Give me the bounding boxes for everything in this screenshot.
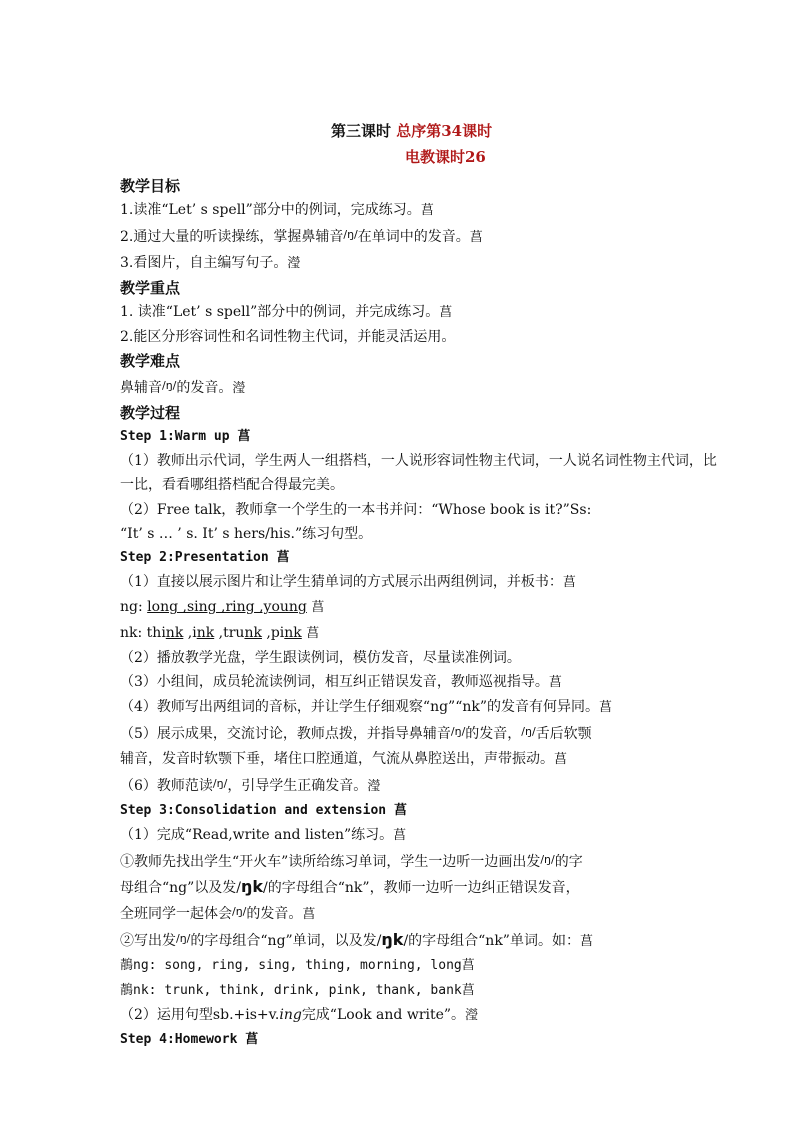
lesson-title	[331, 120, 492, 141]
step3-c1-line3: 全班同学一起体会$^{/ŋ/}$的发音。菖	[120, 904, 316, 922]
step3-nk-list: 鶄nk: trunk, think, drink, pink, thank, bank菖	[120, 982, 475, 998]
step1-p2b: “It’ s … ’ s. It’ s hers/his.”练习句型。	[120, 525, 373, 542]
step2-nk-words: nk: think ,ink ,trunk ,pink 菖	[120, 624, 320, 641]
goal-1: 1.读准“Let’ s spell”部分中的例词，完成练习。菖	[120, 202, 434, 219]
goal-2: 2.通过大量的听读操练，掌握鼻辅音$^{/ŋ/}$在单词中的发音。菖	[120, 228, 483, 246]
keypoints-heading: 教学重点	[120, 278, 181, 297]
goals-heading: 教学目标	[120, 177, 181, 195]
step2-p1: （1）直接以展示图片和让学生猜单词的方式展示出两组例词，并板书：菖	[120, 574, 576, 591]
lesson-label: 第三课时	[331, 122, 392, 140]
step2-p4: （4）教师写出两组词的音标，并让学生仔细观察“ng”“nk”的发音有何异同。菖	[120, 699, 613, 716]
step3-c2: ②写出发$^{/ŋ/}$的字母组合“ng”单词，以及发/ŋk/的字母组合“nk”单词。如：菖	[120, 930, 593, 950]
step2-p6: （6）教师范读$^{/ŋ/}$，引导学生正确发音。瀅	[120, 776, 381, 794]
step3-ng-list: 鶄ng: song, ring, sing, thing, morning, long菖	[120, 958, 475, 974]
keypoint-2: 2.能区分形容词性和名词性物主代词，并能灵活运用。	[120, 329, 456, 346]
step1-p1: （1）教师出示代词，学生两人一组搭档，一人说形容词性物主代词，一人说名词性物主代词，比一比，看看哪组搭档配合得最完美。	[120, 453, 717, 494]
step2-p3: （3）小组间，成员轮流读例词，相互纠正错误发音，教师巡视指导。菖	[120, 674, 562, 691]
step3-c1-line1: ①教师先找出学生“开火车”读所给练习单词，学生一边听一边画出发$^{/ŋ/}$的字	[120, 853, 583, 871]
difficulty-text: 鼻辅音$^{/ŋ/}$的发音。瀅	[120, 378, 246, 396]
step1-title: Step 1:Warm up 菖	[120, 429, 251, 445]
step3-p2: （2）运用句型sb.+is+v.ing完成“Look and write”。瀅	[120, 1006, 479, 1023]
difficulty-heading: 教学难点	[120, 352, 181, 371]
document-body	[120, 174, 720, 1052]
step3-p1: （1）完成“Read,write and listen”练习。菖	[120, 827, 407, 844]
step2-p2: （2）播放教学光盘，学生跟读例词，模仿发音，尽量读准例词。	[120, 649, 521, 666]
step2-ng-words: ng: long ,sing ,ring ,young 菖	[120, 599, 325, 616]
step4-title: Step 4:Homework 菖	[120, 1031, 259, 1047]
step2-p5: （5）展示成果，交流讨论，教师点拨，并指导鼻辅音$^{/ŋ/}$的发音，$^{/ŋ/}$舌后软颚	[120, 725, 592, 743]
process-heading: 教学过程	[120, 403, 181, 422]
total-lesson-number: 总序第34课时	[396, 122, 493, 140]
goal-3: 3.看图片，自主编写句子。瀅	[120, 254, 301, 271]
av-lesson-number: 电教课时26	[405, 148, 486, 166]
step2-title: Step 2:Presentation 菖	[120, 550, 290, 566]
keypoint-1: 1. 读准“Let’ s spell”部分中的例词，并完成练习。菖	[120, 304, 453, 321]
step3-c1-line2: 母组合“ng”以及发/ŋk/的字母组合“nk”，教师一边听一边纠正错误发音，	[120, 876, 580, 896]
step3-title: Step 3:Consolidation and extension 菖	[120, 803, 407, 819]
step1-p2a: （2）Free talk，教师拿一个学生的一本书并问：“Whose book is it?”Ss:	[120, 501, 592, 518]
step2-p5d: 辅音，发音时软颚下垂，堵住口腔通道，气流从鼻腔送出，声带振动。菖	[120, 750, 568, 767]
